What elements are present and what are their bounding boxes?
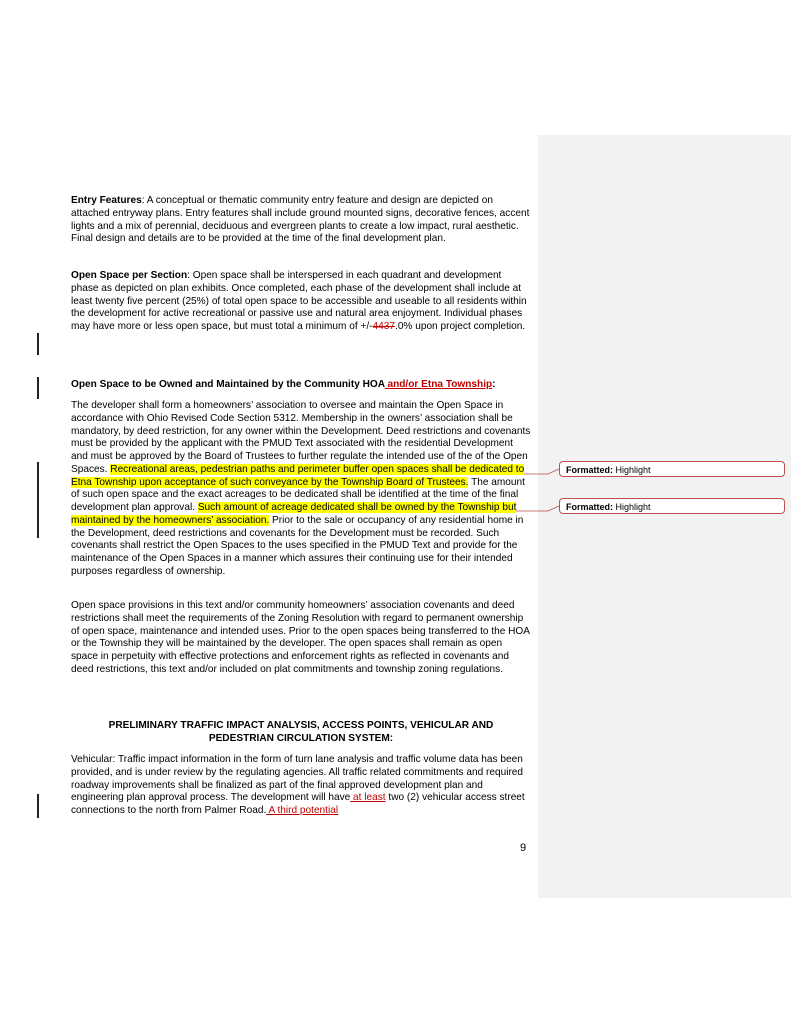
highlighted-text-2: Such amount of acreage dedicated shall be owned by the Township but maintained by the homeowners’ association.	[71, 502, 517, 526]
change-bar	[37, 462, 39, 538]
hoa-paragraph-1	[71, 400, 531, 579]
change-bar	[37, 333, 39, 355]
comment-value: Highlight	[615, 465, 651, 475]
inserted-text: at least	[350, 792, 386, 804]
traffic-paragraph	[71, 754, 531, 818]
hoa-paragraph-2: Open space provisions in this text and/or community homeowners’ association covenants and deed restrictions shall meet the requirements of the Zoning Resolution with regard to permanent ownership of open space, maintenance and intended uses. Prior to the open spaces being transferred to the HOA or the Township they will be maintained by the developer. The open spaces shall remain as open space in perpetuity with effective protections and enforcement rights as reflected in covenants and deed restrictions, this text and/or included on plat commitments and township zoning regulations.	[71, 600, 530, 675]
inserted-text: and/or Etna Township	[384, 379, 493, 390]
comment-label: Formatted:	[566, 502, 613, 512]
entry-features-paragraph	[71, 195, 531, 246]
hoa-title-colon: :	[492, 379, 496, 390]
highlighted-text-1: Recreational areas, pedestrian paths and perimeter buffer open spaces shall be dedicated to Etna Township upon acceptance of such conveyance by the Township Board of Trustees.	[71, 463, 525, 488]
traffic-heading	[71, 720, 531, 746]
inserted-text: A third potential	[266, 805, 339, 816]
open-space-section-paragraph	[71, 270, 531, 334]
traffic-text-a: Vehicular: Traffic impact information in the form of turn lane analysis and traffic volume data has been provided, and is under review by the regulating agencies. All traffic related commitments and required roadway improvements shall be finalized as part of the final approved development plan and engineering plan approval process. The development will have	[71, 754, 524, 804]
hoa-p1-a: The developer shall form a homeowners’ association to oversee and maintain the Open Space in accordance with Ohio Revised Code Section 5312. Membership in the owners’ association shall be mandatory, by deed restriction, for any owner within the Development. Deed restrictions and covenants must be provided by the applicant with the PMUD Text associated with the residential Development and must be approved by the Board of Trustees to further regulate the intended use of the of the Open Spaces.	[71, 400, 531, 475]
deleted-text: 4437	[372, 321, 396, 332]
traffic-heading-line-2: PEDESTRIAN CIRCULATION SYSTEM:	[208, 732, 394, 744]
traffic-text-b: two (2) vehicular access street connections to the north from Palmer Road.	[71, 792, 525, 816]
change-bar	[37, 794, 39, 818]
comment-formatted-highlight-1[interactable]	[559, 461, 785, 477]
open-space-section-tail: .0% upon project completion.	[395, 321, 526, 332]
open-space-section-text: : Open space shall be interspersed in each quadrant and development phase as depicted on plan exhibits. Once completed, each phase of the development shall include at least twenty five percent (25%) of total open space to be accessible and useable to all residents within the development for active recreational or passive use and natural area enjoyment. Individual phases may have more or less open space, but must total a minimum of +/-	[71, 270, 527, 332]
comment-formatted-highlight-2[interactable]	[559, 498, 785, 514]
entry-features-title: Entry Features	[71, 195, 142, 206]
entry-features-text: : A conceptual or thematic community entry feature and design are depicted on attached entryway plans. Entry features shall include ground mounted signs, decorative fences, accent lights and a mix of perennial, deciduous and evergreen plants to create a low impact, rural aesthetic. Final design and details are to be provided at the time of the final development plan.	[71, 195, 530, 245]
hoa-p1-c: Prior to the sale or occupancy of any residential home in the Development, deed restrictions and covenants for the Development must be recorded. Such covenants shall restrict the Open Spaces to the uses specified in the PMUD Text and provide for the maintenance of the Open Spaces in a manner which assures their continuing use for their intended purposes regardless of ownership.	[71, 514, 524, 577]
hoa-p1-b: The amount of such open space and the exact acreages to be dedicated shall be identified at the time of the final development plan approval.	[71, 476, 525, 513]
change-bar	[37, 377, 39, 399]
open-space-section-title: Open Space per Section	[71, 270, 188, 281]
hoa-heading	[71, 379, 531, 392]
comment-value: Highlight	[615, 502, 651, 512]
hoa-title: Open Space to be Owned and Maintained by the Community HOA	[71, 379, 385, 390]
page-number: 9	[520, 842, 527, 854]
comment-label: Formatted:	[566, 465, 613, 475]
traffic-heading-line-1: PRELIMINARY TRAFFIC IMPACT ANALYSIS, ACCESS POINTS, VEHICULAR AND	[108, 720, 494, 731]
